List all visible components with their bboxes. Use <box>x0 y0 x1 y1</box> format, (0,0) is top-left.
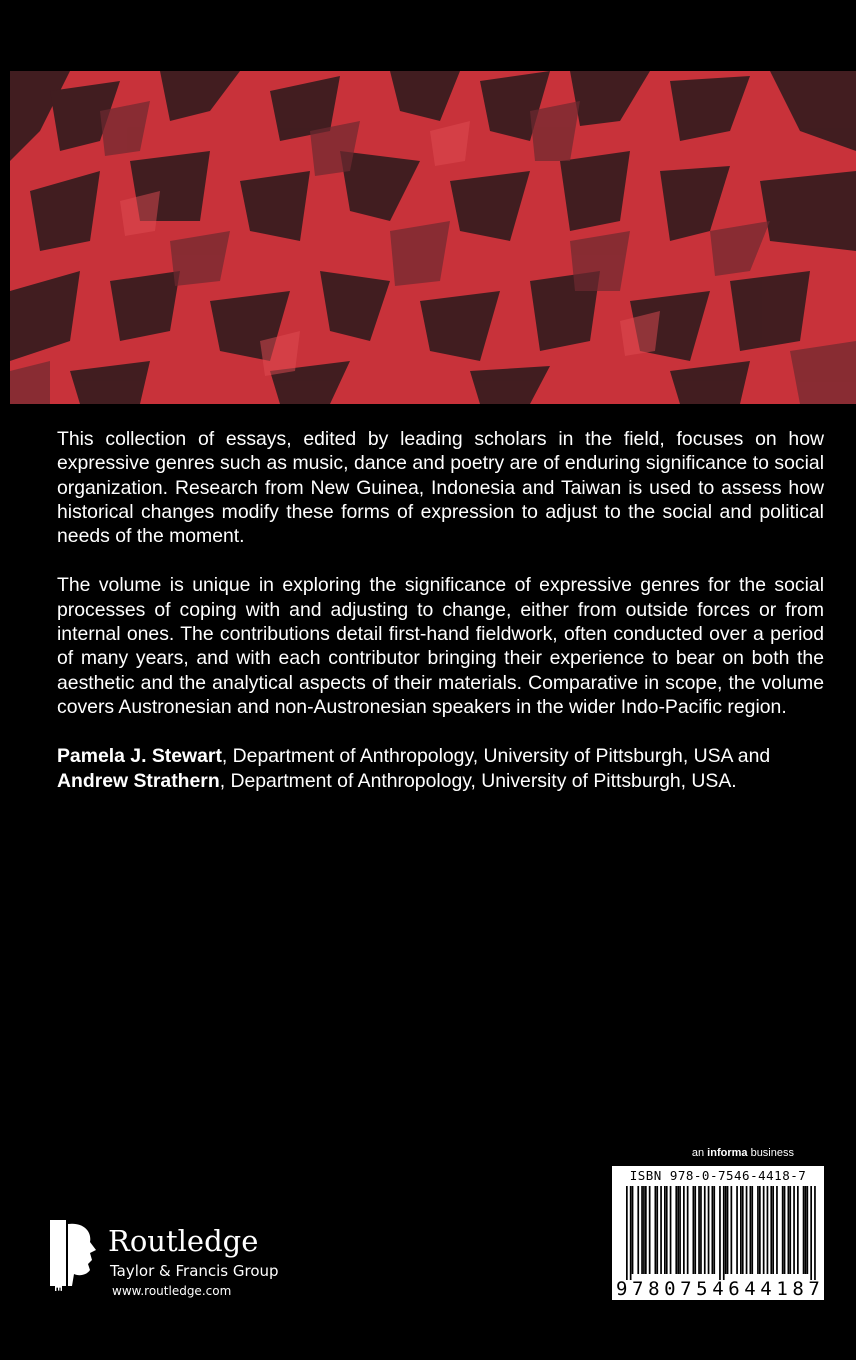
barcode-bar <box>630 1186 632 1280</box>
barcode-bar <box>770 1186 772 1274</box>
routledge-vertical-word: ROUTLEDGE <box>52 1224 63 1292</box>
author-2-name: Andrew Strathern <box>57 769 220 792</box>
cover-photo <box>10 71 856 404</box>
barcode-bar <box>666 1186 668 1274</box>
barcode-digits <box>616 1278 820 1300</box>
barcode-bar <box>687 1186 689 1274</box>
barcode-bar <box>719 1186 721 1280</box>
informa-prefix: an <box>691 1147 708 1159</box>
barcode-bar <box>750 1186 752 1274</box>
barcode-digit: 5 <box>696 1278 708 1300</box>
barcode-bar <box>704 1186 706 1274</box>
barcode-bar <box>793 1186 795 1274</box>
isbn-text: ISBN 978-0-7546-4418-7 <box>629 1168 807 1183</box>
barcode-bar <box>670 1186 672 1274</box>
barcode-bar <box>708 1186 710 1274</box>
barcode-bar <box>757 1186 759 1274</box>
barcode-bar <box>727 1186 729 1274</box>
barcode-digit: 8 <box>792 1278 804 1300</box>
barcode-digit: 9 <box>616 1278 628 1300</box>
barcode-digit: 4 <box>744 1278 756 1300</box>
barcode-bar <box>664 1186 666 1274</box>
editors-credit <box>57 744 824 793</box>
barcode-bar <box>784 1186 786 1274</box>
blurb-paragraph-1: This collection of essays, edited by leading scholars in the field, focuses on how expressive genres such as music, dance and poetry are of enduring significance to social organization. Research from New Guinea, Indonesia and Taiwan is used to assess how historical changes modify these forms of expression to adjust to the social and political needs of the moment. <box>57 428 824 548</box>
isbn-barcode <box>612 1166 824 1300</box>
barcode-digit: 7 <box>632 1278 644 1300</box>
cover-photo-art <box>10 71 856 404</box>
barcode-digit: 7 <box>680 1278 692 1300</box>
barcode-bar <box>797 1186 799 1274</box>
barcode-digit: 4 <box>712 1278 724 1300</box>
barcode-bar <box>763 1186 765 1274</box>
barcode-bar <box>810 1186 812 1280</box>
barcode-bar <box>805 1186 807 1274</box>
barcode-bar <box>637 1186 639 1274</box>
blurb-text <box>57 427 824 818</box>
brand-name: Routledge <box>108 1224 259 1258</box>
barcode-bar <box>742 1186 744 1274</box>
barcode-bar <box>660 1186 662 1274</box>
barcode-bar <box>693 1186 695 1274</box>
barcode-bar <box>694 1186 696 1274</box>
author-2-affiliation: , Department of Anthropology, University of Pittsburgh, USA. <box>219 769 737 792</box>
barcode-bar <box>626 1186 628 1280</box>
brand-subtitle: Taylor & Francis Group <box>110 1262 279 1280</box>
barcode-bar <box>649 1186 651 1274</box>
barcode-bar <box>655 1186 657 1274</box>
barcode-bar <box>807 1186 809 1274</box>
informa-tagline <box>692 1147 794 1159</box>
barcode-bar <box>814 1186 816 1280</box>
barcode-bar <box>788 1186 790 1274</box>
barcode-bar <box>767 1186 769 1274</box>
author-1-affiliation: , Department of Anthropology, University of Pittsburgh, USA and <box>221 745 771 768</box>
barcode-digit: 7 <box>808 1278 820 1300</box>
blurb-paragraph-2: The volume is unique in exploring the significance of expressive genres for the social processes of coping with and adjusting to change, either from outside forces or from internal ones. The contributions detail first-hand fieldwork, often conducted over a period of many years, and with each contributor bringing their experience to bear on both the aesthetic and the analytical aspects of their materials. Comparative in scope, the volume covers Austronesian and non-Austronesian speakers in the wider Indo-Pacific region. <box>57 574 824 718</box>
barcode-bar <box>789 1186 791 1274</box>
brand-url: www.routledge.com <box>112 1284 232 1298</box>
barcode-digit: 0 <box>664 1278 676 1300</box>
informa-bold: informa <box>707 1147 748 1159</box>
barcode-digit: 4 <box>760 1278 772 1300</box>
barcode-bar <box>683 1186 685 1274</box>
barcode-bar <box>725 1186 727 1274</box>
barcode-bar <box>643 1186 645 1274</box>
barcode-bar <box>677 1186 679 1274</box>
barcode-digit: 8 <box>648 1278 660 1300</box>
barcode-bar <box>731 1186 733 1274</box>
barcode-bar <box>740 1186 742 1274</box>
barcode-bar <box>746 1186 748 1274</box>
barcode-bar <box>713 1186 715 1274</box>
barcode-bar <box>641 1186 643 1274</box>
barcode-bar <box>736 1186 738 1274</box>
barcode-bar <box>675 1186 677 1274</box>
barcode-bar <box>803 1186 805 1274</box>
barcode-bar <box>782 1186 784 1274</box>
barcode-bar <box>700 1186 702 1274</box>
author-1-name: Pamela J. Stewart <box>57 745 222 768</box>
barcode-digit: 6 <box>728 1278 740 1300</box>
barcode-bar <box>772 1186 774 1274</box>
barcode-bar <box>645 1186 647 1274</box>
barcode-bar <box>723 1186 725 1280</box>
informa-suffix: business <box>747 1147 794 1159</box>
barcode-digit: 1 <box>776 1278 788 1300</box>
barcode-bar <box>751 1186 753 1274</box>
barcode-bar <box>776 1186 778 1274</box>
barcode-bar <box>679 1186 681 1274</box>
barcode-bar <box>712 1186 714 1274</box>
barcode-bar <box>632 1186 634 1274</box>
barcode-bar <box>759 1186 761 1274</box>
barcode-bar <box>656 1186 658 1274</box>
barcode-bar <box>698 1186 700 1274</box>
